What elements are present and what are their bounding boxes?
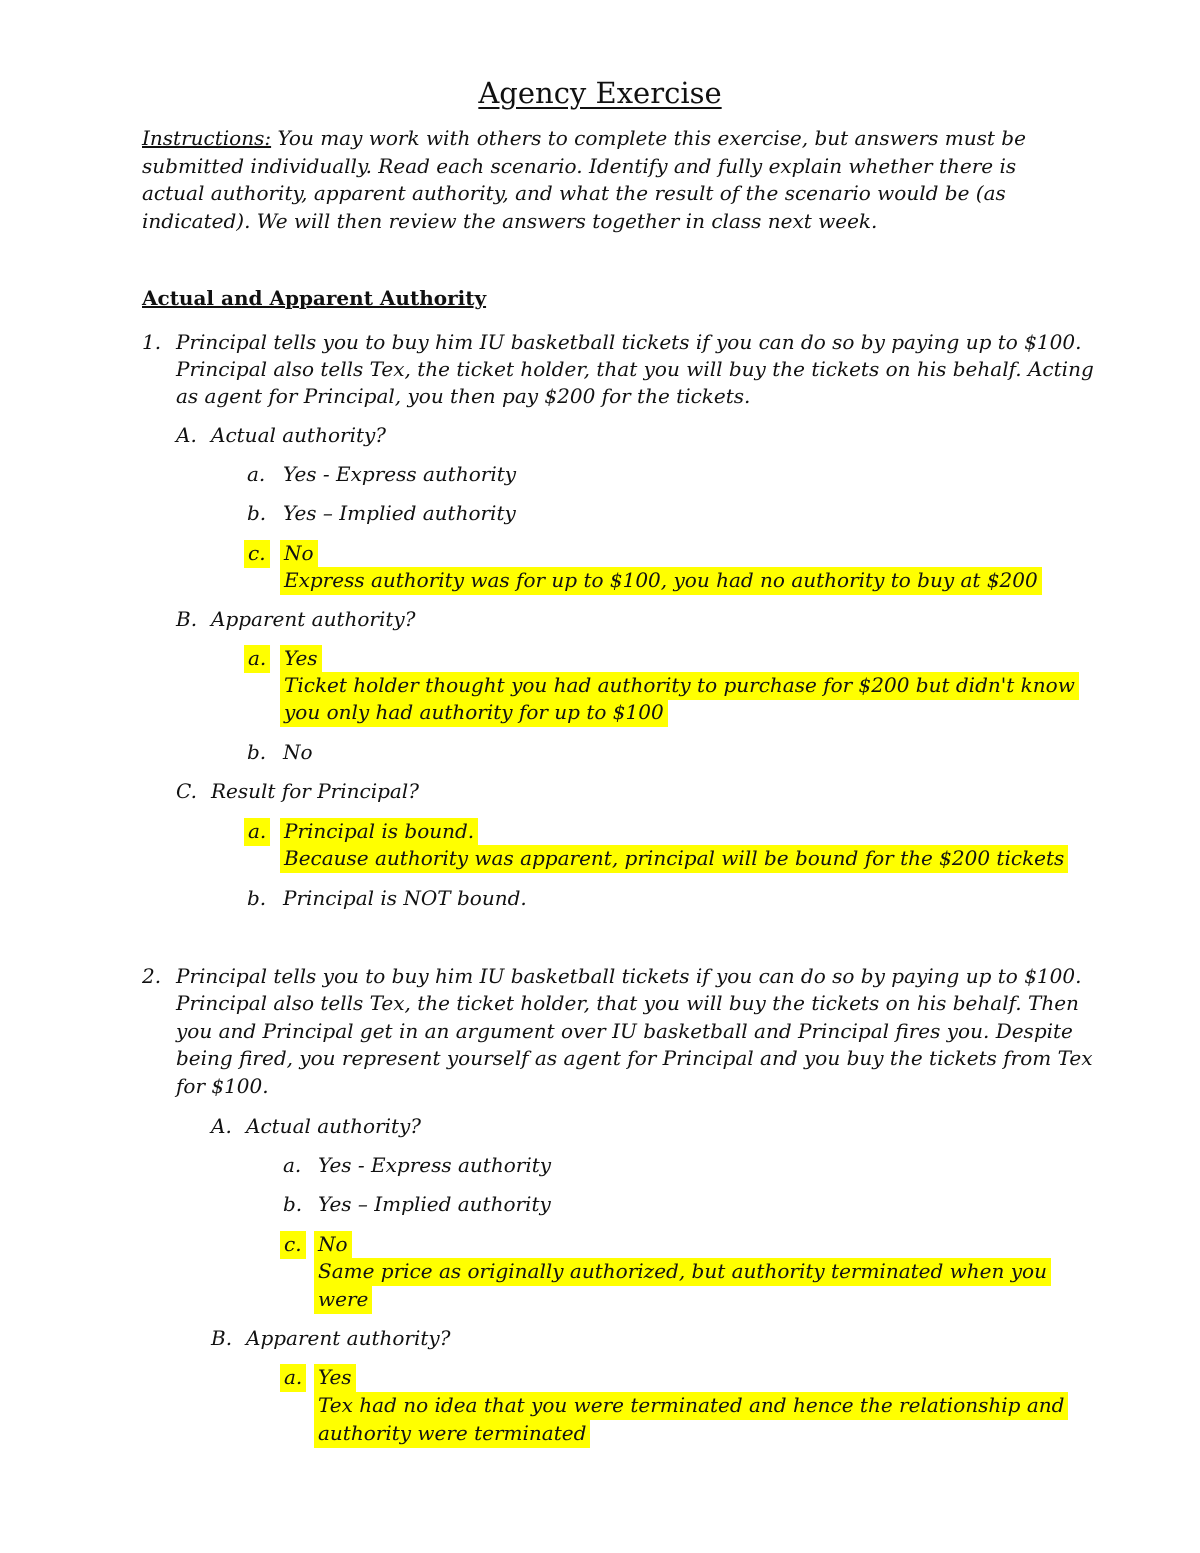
instructions-label: Instructions: — [142, 126, 272, 150]
answer-explanation: Because authority was apparent, principal will be bound for the $200 tickets — [280, 845, 1068, 873]
option-no: No — [283, 740, 313, 764]
option-principal-bound-highlighted: Principal is bound. — [280, 818, 478, 846]
section-heading: Actual and Apparent Authority — [142, 286, 487, 310]
option-express-authority: Yes - Express authority — [318, 1153, 552, 1177]
question-apparent-authority: Apparent authority? — [246, 1326, 451, 1350]
option-letter: a. — [247, 462, 266, 486]
option-letter-highlighted: a. — [280, 1364, 306, 1392]
option-yes-highlighted: Yes — [280, 645, 322, 673]
scenario-2-line: Principal also tells Tex, the ticket holder, that you will buy the tickets on his behalf. Then — [176, 991, 1079, 1015]
option-implied-authority: Yes – Implied authority — [283, 501, 516, 525]
question-letter: A. — [211, 1114, 232, 1138]
scenario-2-line: Principal tells you to buy him IU basketball tickets if you can do so by paying up to $100. — [176, 964, 1082, 988]
answer-explanation: Tex had no idea that you were terminated and hence the relationship and — [314, 1392, 1068, 1420]
instructions-paragraph — [142, 125, 1057, 235]
option-implied-authority: Yes – Implied authority — [318, 1192, 551, 1216]
scenario-1-line: Principal tells you to buy him IU basketball tickets if you can do so by paying up to $100. — [176, 330, 1082, 354]
answer-explanation: Express authority was for up to $100, you had no authority to buy at $200 — [280, 567, 1042, 595]
option-letter-highlighted: c. — [244, 540, 270, 568]
option-letter: b. — [283, 1192, 303, 1216]
option-letter-highlighted: c. — [280, 1231, 306, 1259]
question-letter: B. — [176, 607, 198, 631]
scenario-2-line: being fired, you represent yourself as agent for Principal and you buy the tickets from Tex — [176, 1046, 1093, 1070]
scenario-1-line: as agent for Principal, you then pay $200 for the tickets. — [176, 384, 751, 408]
scenario-2-line: you and Principal get in an argument over IU basketball and Principal fires you. Despite — [176, 1019, 1073, 1043]
answer-explanation: Ticket holder thought you had authority to purchase for $200 but didn't know — [280, 672, 1079, 700]
option-letter-highlighted: a. — [244, 645, 270, 673]
answer-explanation: you only had authority for up to $100 — [280, 699, 668, 727]
scenario-2-number: 2. — [142, 964, 162, 988]
answer-explanation: were — [314, 1286, 372, 1314]
question-apparent-authority: Apparent authority? — [211, 607, 416, 631]
option-letter: b. — [247, 501, 267, 525]
option-letter: b. — [247, 740, 267, 764]
scenario-1-line: Principal also tells Tex, the ticket holder, that you will buy the tickets on his behalf. Acting — [176, 357, 1094, 381]
option-principal-not-bound: Principal is NOT bound. — [283, 886, 527, 910]
answer-explanation: Same price as originally authorized, but authority terminated when you — [314, 1258, 1051, 1286]
question-letter: C. — [176, 779, 197, 803]
option-yes-highlighted: Yes — [314, 1364, 356, 1392]
option-letter: b. — [247, 886, 267, 910]
option-letter: a. — [283, 1153, 302, 1177]
scenario-1-number: 1. — [142, 330, 162, 354]
question-actual-authority: Actual authority? — [211, 423, 387, 447]
question-actual-authority: Actual authority? — [246, 1114, 422, 1138]
option-no-highlighted: No — [280, 540, 318, 568]
instructions-text: You may work with others to complete this exercise, but answers must be submitted individually. Read each scenario. Identify and fully explain whether there is actual authority, apparent authority, and what the result of the scenario would be (as indicated). We will then review the answers together in class next week. — [142, 126, 1026, 233]
scenario-2-line: for $100. — [176, 1074, 269, 1098]
question-letter: A. — [176, 423, 197, 447]
option-no-highlighted: No — [314, 1231, 352, 1259]
option-letter-highlighted: a. — [244, 818, 270, 846]
question-result-for-principal: Result for Principal? — [211, 779, 419, 803]
option-express-authority: Yes - Express authority — [283, 462, 517, 486]
question-letter: B. — [211, 1326, 233, 1350]
answer-explanation: authority were terminated — [314, 1420, 590, 1448]
document-title: Agency Exercise — [478, 76, 722, 110]
